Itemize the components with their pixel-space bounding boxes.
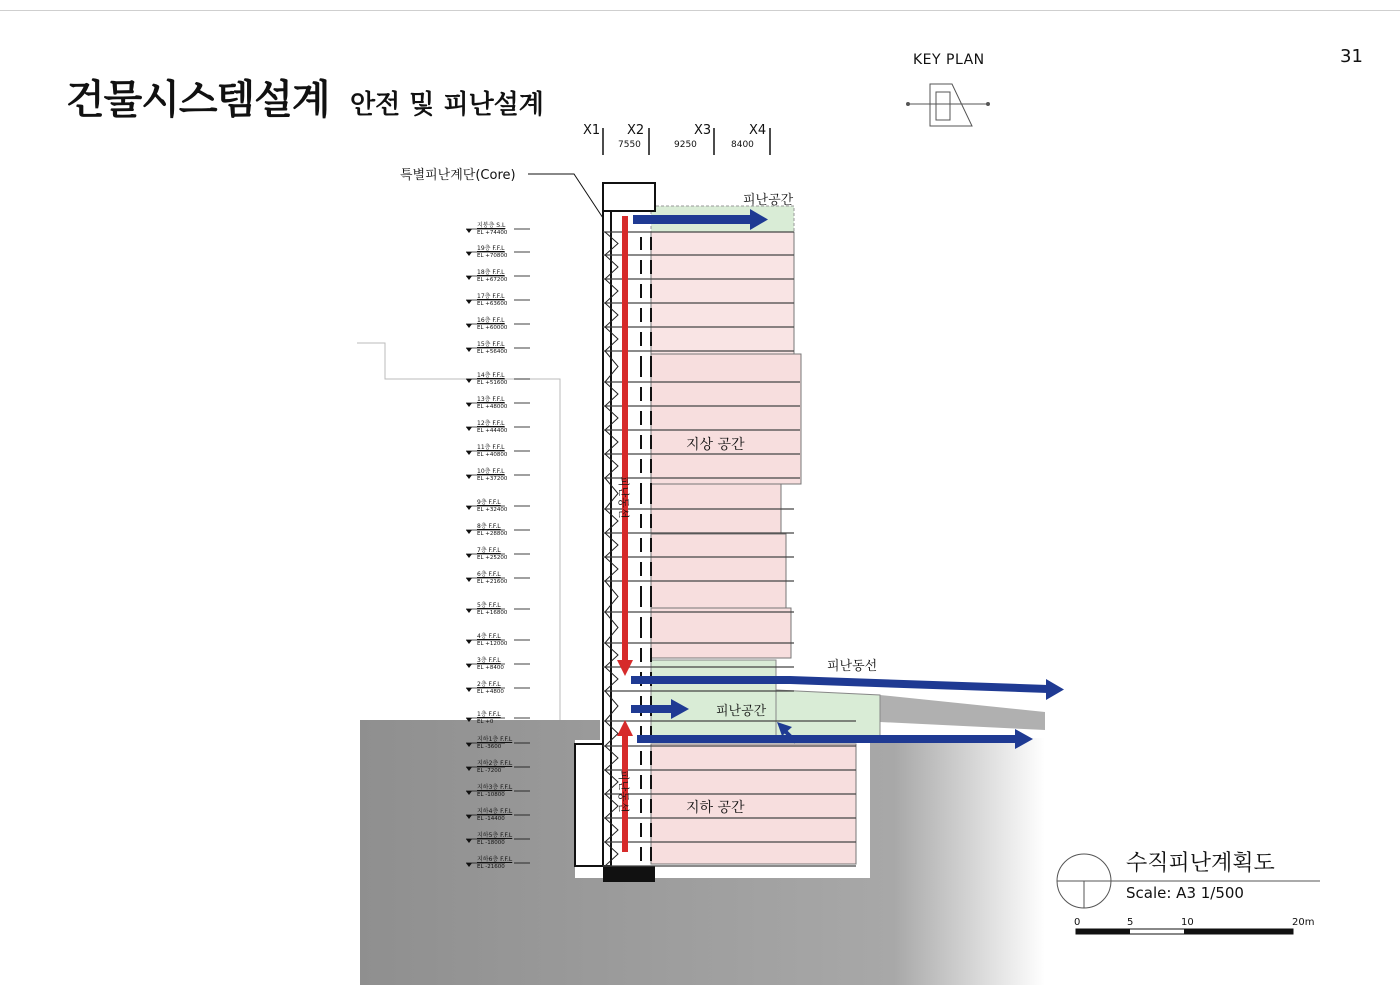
level-name: 지하4층 F.F.L xyxy=(477,808,513,815)
level-elevation: EL -21600 xyxy=(477,864,505,870)
axis-x4-label: X4 xyxy=(749,123,767,138)
above-ground-label: 지상 공간 xyxy=(686,437,745,453)
level-marker-icon xyxy=(466,554,472,558)
level-name: 9층 F.F.L xyxy=(477,499,501,506)
level-name: 10층 F.F.L xyxy=(477,468,505,475)
level-elevation: EL -7200 xyxy=(477,768,502,774)
level-name: 11층 F.F.L xyxy=(477,444,505,451)
level-marker-icon xyxy=(466,229,472,233)
level-name: 지하2층 F.F.L xyxy=(477,760,513,767)
level-elevation: EL -18000 xyxy=(477,840,505,846)
level-marker-icon xyxy=(466,609,472,613)
level-elevation: EL +32400 xyxy=(477,507,508,513)
level-elevation: EL +25200 xyxy=(477,555,508,561)
level-elevation: EL +0 xyxy=(477,719,494,725)
level-name: 지하6층 F.F.L xyxy=(477,856,513,863)
level-elevation: EL +12000 xyxy=(477,641,508,647)
level-elevation: EL +56400 xyxy=(477,349,508,355)
level-name: 15층 F.F.L xyxy=(477,341,505,348)
level-elevation: EL +44400 xyxy=(477,428,508,434)
level-name: 3층 F.F.L xyxy=(477,657,501,664)
page-subtitle: 안전 및 피난설계 xyxy=(350,90,544,120)
level-elevation: EL +40800 xyxy=(477,452,508,458)
axis-x2-label: X2 xyxy=(627,123,645,138)
drawing-title: 수직피난계획도 xyxy=(1126,851,1275,876)
level-elevation: EL +37200 xyxy=(477,476,508,482)
escape-route-label: 피난동선 xyxy=(827,659,878,674)
neighbor-outline xyxy=(357,343,560,720)
span-label-2: 9250 xyxy=(674,140,697,150)
scale-tick-0: 0 xyxy=(1074,917,1081,928)
page-title: 건물시스템설계 xyxy=(66,77,330,123)
key-plan-icon xyxy=(907,84,990,126)
refuge-zone-ramp xyxy=(776,690,880,736)
level-name: 지하5층 F.F.L xyxy=(477,832,513,839)
level-marker-icon xyxy=(466,688,472,692)
level-marker-icon xyxy=(466,451,472,455)
vertical-route-lower-label: 피난동선 xyxy=(617,770,630,813)
level-marker-icon xyxy=(466,324,472,328)
level-marker-icon xyxy=(466,379,472,383)
level-name: 2층 F.F.L xyxy=(477,681,501,688)
level-name: 8층 F.F.L xyxy=(477,523,501,530)
level-name: 지하1층 F.F.L xyxy=(477,736,513,743)
level-name: 14층 F.F.L xyxy=(477,372,505,379)
scale-tick-5: 5 xyxy=(1127,917,1134,928)
basement-wall xyxy=(575,744,605,866)
level-marker-icon xyxy=(466,530,472,534)
level-marker-icon xyxy=(466,506,472,510)
level-marker-icon xyxy=(466,276,472,280)
vertical-escape-arrow-down xyxy=(617,216,633,676)
level-elevation: EL +67200 xyxy=(477,277,508,283)
level-marker-icon xyxy=(466,252,472,256)
level-name: 18층 F.F.L xyxy=(477,269,505,276)
level-name: 7층 F.F.L xyxy=(477,547,501,554)
level-name: 지하3층 F.F.L xyxy=(477,784,513,791)
scale-bar xyxy=(1076,929,1293,934)
level-elevation: EL +60000 xyxy=(477,325,508,331)
level-elevation: EL -10800 xyxy=(477,792,505,798)
span-label-3: 8400 xyxy=(731,140,754,150)
span-label-1: 7550 xyxy=(618,140,641,150)
level-elevation: EL +8400 xyxy=(477,665,504,671)
core-top xyxy=(603,183,655,211)
level-elevation: EL +70800 xyxy=(477,253,508,259)
level-marker-icon xyxy=(466,403,472,407)
level-name: 16층 F.F.L xyxy=(477,317,505,324)
level-elevation: EL +63600 xyxy=(477,301,508,307)
level-marker-icon xyxy=(466,664,472,668)
below-ground-label: 지하 공간 xyxy=(686,800,745,816)
basement-floors xyxy=(651,744,856,864)
level-elevation: EL +21600 xyxy=(477,579,508,585)
level-name: 12층 F.F.L xyxy=(477,420,505,427)
level-name: 1층 F.F.L xyxy=(477,711,501,718)
scale-tick-20m: 20m xyxy=(1292,917,1315,928)
foundation-slab xyxy=(603,866,655,882)
level-marker-icon xyxy=(466,300,472,304)
page-number: 31 xyxy=(1340,46,1363,67)
vertical-route-upper-label: 피난동선 xyxy=(617,476,630,519)
level-marker-icon xyxy=(466,427,472,431)
key-plan-label: KEY PLAN xyxy=(913,52,985,68)
core-label: 특별피난계단(Core) xyxy=(400,168,516,183)
level-marker-icon xyxy=(466,640,472,644)
level-elevation: EL +28800 xyxy=(477,531,508,537)
core-leader xyxy=(528,174,603,218)
level-name: 5층 F.F.L xyxy=(477,602,501,609)
axis-x1-label: X1 xyxy=(583,123,601,138)
level-elevation: EL +4800 xyxy=(477,689,504,695)
refuge-top-label: 피난공간 xyxy=(743,193,794,208)
level-elevation: EL +51600 xyxy=(477,380,508,386)
refuge-zone-ground xyxy=(651,660,776,736)
level-name: 19층 F.F.L xyxy=(477,245,505,252)
level-elevation: EL -14400 xyxy=(477,816,505,822)
level-name: 6층 F.F.L xyxy=(477,571,501,578)
level-elevation: EL +48000 xyxy=(477,404,508,410)
level-marker-icon xyxy=(466,578,472,582)
level-elevation: EL +74400 xyxy=(477,230,508,236)
level-name: 13층 F.F.L xyxy=(477,396,505,403)
scale-tick-10: 10 xyxy=(1181,917,1194,928)
ramp xyxy=(880,695,1045,730)
axis-x3-label: X3 xyxy=(694,123,712,138)
level-elevation: EL -3600 xyxy=(477,744,502,750)
level-marker-icon xyxy=(466,475,472,479)
level-name: 4층 F.F.L xyxy=(477,633,501,640)
level-marker-icon xyxy=(466,348,472,352)
drawing-scale: Scale: A3 1/500 xyxy=(1126,884,1244,902)
refuge-ground-label: 피난공간 xyxy=(716,704,767,719)
level-elevation: EL +16800 xyxy=(477,610,508,616)
level-name: 지붕층 S.L xyxy=(477,222,506,229)
level-name: 17층 F.F.L xyxy=(477,293,505,300)
